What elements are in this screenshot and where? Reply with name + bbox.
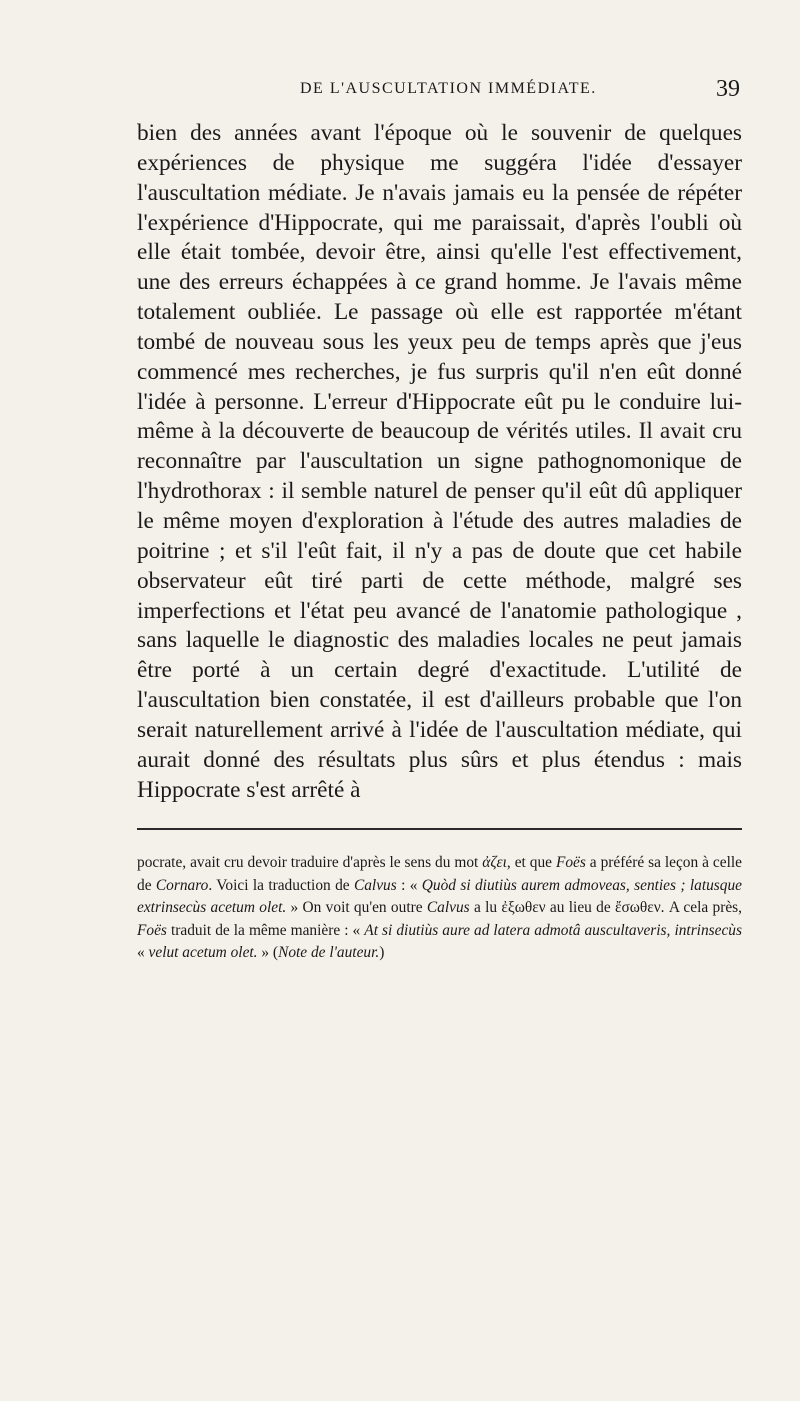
footnote-segment: a préféré sa leçon à celle de <box>137 854 742 894</box>
page-number: 39 <box>716 76 740 102</box>
footnote-segment-author: Cornaro <box>155 876 209 894</box>
footnote-segment-greek: ἀζει <box>482 854 507 871</box>
footnote-segment: . Voici la traduction de <box>208 876 354 894</box>
footnote-segment-latin-quote: Quòd si diutiùs aurem admoveas, senties ; latusque extrinsecùs acetum olet. <box>137 876 743 916</box>
footnote-segment: » On voit qu'en outre <box>286 899 427 916</box>
page-header <box>300 76 740 110</box>
footnote-segment: , et que <box>506 854 556 871</box>
body-paragraph: bien des années avant l'époque où le souvenir de quelques expériences de physique me suggéra l'idée d'essayer l'auscultation médiate. Je n'avais jamais eu la pensée de répéter l'expérience d'Hippocrate, qui me paraissait, d'après l'oubli où elle était tombée, devoir être, ainsi qu'elle l'est effectivement, une des erreurs échappées à ce grand homme. Je l'avais même totalement oubliée. Le passage où elle est rapportée m'étant tombé de nouveau sous les yeux peu de temps après que j'eus commencé mes recherches, je fus surpris qu'il n'en eût donné l'idée à personne. L'erreur d'Hippocrate eût pu le conduire lui-même à la découverte de beaucoup de vérités utiles. Il avait cru reconnaître par l'auscultation un signe pathognomonique de l'hydrothorax : il semble naturel de penser qu'il eût dû appliquer le même moyen d'exploration à l'étude des autres maladies de poitrine ; et s'il l'eût fait, il n'y a pas de doute que cet habile observateur eût tiré parti de cette méthode, malgré ses imperfections et l'état peu avancé de l'anatomie pathologique , sans laquelle le diagnostic des maladies locales ne peut jamais être porté à un certain degré d'exactitude. L'utilité de l'auscultation bien constatée, il est d'ailleurs probable que l'on serait naturellement arrivé à l'idée de l'auscultation médiate, qui aurait donné des résultats plus sûrs et plus étendus : mais Hippocrate s'est arrêté à <box>137 120 742 803</box>
footnote-segment: ) <box>379 944 385 961</box>
footnote-segment: « <box>137 944 149 961</box>
footnote-segment-author: Foës <box>555 854 586 871</box>
footnote <box>137 852 742 965</box>
footnote-segment: a lu ἐξωθεν au lieu de ἔσωθεν. A cela près, <box>469 899 742 916</box>
footnote-segment: : « <box>396 876 422 894</box>
footnote-segment: pocrate, avait cru devoir traduire d'après le sens du mot <box>137 854 483 871</box>
footnote-divider <box>137 828 742 830</box>
footnote-segment-latin-quote: At si diutiùs aure ad latera admotâ auscultaveris, intrinsecùs <box>364 921 742 939</box>
footnote-segment: » ( <box>257 944 279 961</box>
footnote-segment-author: Foës <box>137 921 167 939</box>
footnote-segment-author: Calvus <box>426 899 470 916</box>
footnote-segment-latin-quote: velut acetum olet. <box>148 944 258 961</box>
footnote-segment-author: Calvus <box>353 876 397 894</box>
running-head: DE L'AUSCULTATION IMMÉDIATE. <box>300 80 597 97</box>
footnote-segment: traduit de la même manière : « <box>166 921 365 939</box>
footnote-segment-note-label: Note de l'auteur. <box>278 944 380 961</box>
